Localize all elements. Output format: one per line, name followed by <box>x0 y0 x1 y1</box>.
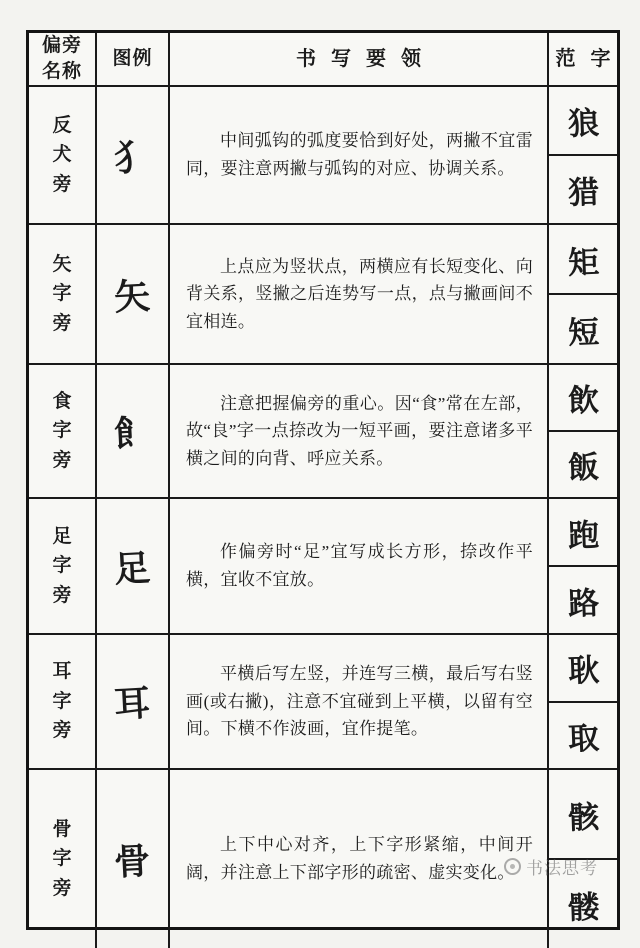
radical-name-cell <box>29 87 97 223</box>
model-char-cell <box>549 499 617 567</box>
radical-glyph-cell <box>97 499 170 633</box>
header-cell-model-chars <box>549 33 617 85</box>
header-cell-essentials <box>170 33 549 85</box>
header-cell-example <box>97 33 170 85</box>
model-char: 路 <box>567 584 600 622</box>
model-chars-cell <box>549 87 617 223</box>
radical-glyph: 耳 <box>113 683 152 725</box>
radical-glyph: 骨 <box>113 840 152 883</box>
writing-tips-text: 平横后写左竖，并连写三横，最后写右竖画(或右撇)，注意不宜碰到上平横，以留有空间。下横不作波画，宜作提笔。 <box>186 664 533 739</box>
radical-name-text: 骨字旁 <box>52 818 72 899</box>
header-model-chars-label: 范 字 <box>555 47 611 70</box>
header-cell-radical-name <box>29 33 97 85</box>
radical-name-cell <box>29 225 97 363</box>
radical-guide-table <box>26 30 620 930</box>
watermark-logo-icon <box>504 858 521 875</box>
model-chars-cell <box>549 635 617 768</box>
writing-tips-text: 中间弧钩的弧度要恰到好处，两撇不宜雷同，要注意两撇与弧钩的对应、协调关系。 <box>186 131 533 178</box>
radical-glyph: 飠 <box>113 412 152 455</box>
radical-name-text: 矢字旁 <box>52 253 72 334</box>
writing-tips-cell <box>170 225 549 363</box>
header-essentials-label: 书 写 要 领 <box>296 47 421 70</box>
radical-name-cell <box>29 770 97 948</box>
model-char-cell <box>549 87 617 156</box>
watermark-text: 书法思考 <box>526 859 598 878</box>
radical-glyph: 足 <box>113 547 152 590</box>
radical-name-text: 耳字旁 <box>52 661 72 742</box>
model-char: 猎 <box>567 174 600 211</box>
writing-tips-cell <box>170 87 549 223</box>
table-row <box>29 635 617 770</box>
writing-tips-cell <box>170 365 549 497</box>
watermark <box>504 854 598 879</box>
model-char-cell <box>549 635 617 703</box>
model-char: 取 <box>567 720 600 757</box>
radical-name-cell <box>29 635 97 768</box>
table-row <box>29 365 617 499</box>
model-char: 耿 <box>567 652 600 689</box>
model-char: 跑 <box>567 516 600 554</box>
model-char: 飯 <box>567 449 600 486</box>
model-char-cell <box>549 365 617 432</box>
radical-name-cell <box>29 499 97 633</box>
model-chars-cell <box>549 365 617 497</box>
table-header-row <box>29 33 617 87</box>
radical-name-cell <box>29 365 97 497</box>
radical-glyph: 矢 <box>113 275 152 318</box>
writing-tips-text: 作偏旁时“足”宜写成长方形，捺改作平横，宜收不宜放。 <box>186 542 533 589</box>
table-row <box>29 225 617 365</box>
writing-tips-text: 注意把握偏旁的重心。因“食”常在左部，故“良”字一点捺改为一短平画，要注意诸多平横之间的向背、呼应关系。 <box>186 393 533 468</box>
model-char-cell <box>549 295 617 363</box>
radical-glyph-cell <box>97 365 170 497</box>
writing-tips-cell <box>170 635 549 768</box>
radical-glyph-cell <box>97 770 170 948</box>
model-char-cell <box>549 770 617 860</box>
model-char: 短 <box>567 313 600 351</box>
table-row <box>29 499 617 635</box>
table-row <box>29 87 617 225</box>
header-radical-name-label: 偏旁名称 <box>41 35 82 82</box>
radical-name-text: 食字旁 <box>52 390 72 471</box>
radical-glyph-cell <box>97 87 170 223</box>
radical-glyph-cell <box>97 225 170 363</box>
model-char: 髅 <box>567 888 600 926</box>
model-chars-cell <box>549 499 617 633</box>
model-char-cell <box>549 432 617 497</box>
model-char-cell <box>549 156 617 223</box>
writing-tips-text: 上点应为竖状点，两横应有长短变化、向背关系，竖撇之后连势写一点，点与撇画间不宜相连。 <box>186 256 533 331</box>
writing-tips-cell <box>170 499 549 633</box>
model-char: 骸 <box>567 798 600 836</box>
radical-name-text: 足字旁 <box>52 525 72 606</box>
radical-glyph: 犭 <box>113 136 152 179</box>
model-char-cell <box>549 567 617 633</box>
writing-tips-text: 上下中心对齐，上下字形紧缩，中间开阔，并注意上下部字形的疏密、虚实变化。 <box>186 835 533 882</box>
writing-tips-cell <box>170 770 549 948</box>
radical-glyph-cell <box>97 635 170 768</box>
model-char: 狼 <box>567 105 600 142</box>
model-char-cell <box>549 703 617 769</box>
header-example-label: 图例 <box>112 48 153 70</box>
model-char-cell <box>549 225 617 295</box>
model-char: 矩 <box>567 243 600 281</box>
radical-name-text: 反犬旁 <box>52 114 72 195</box>
model-chars-cell <box>549 225 617 363</box>
model-char: 飲 <box>567 382 600 419</box>
